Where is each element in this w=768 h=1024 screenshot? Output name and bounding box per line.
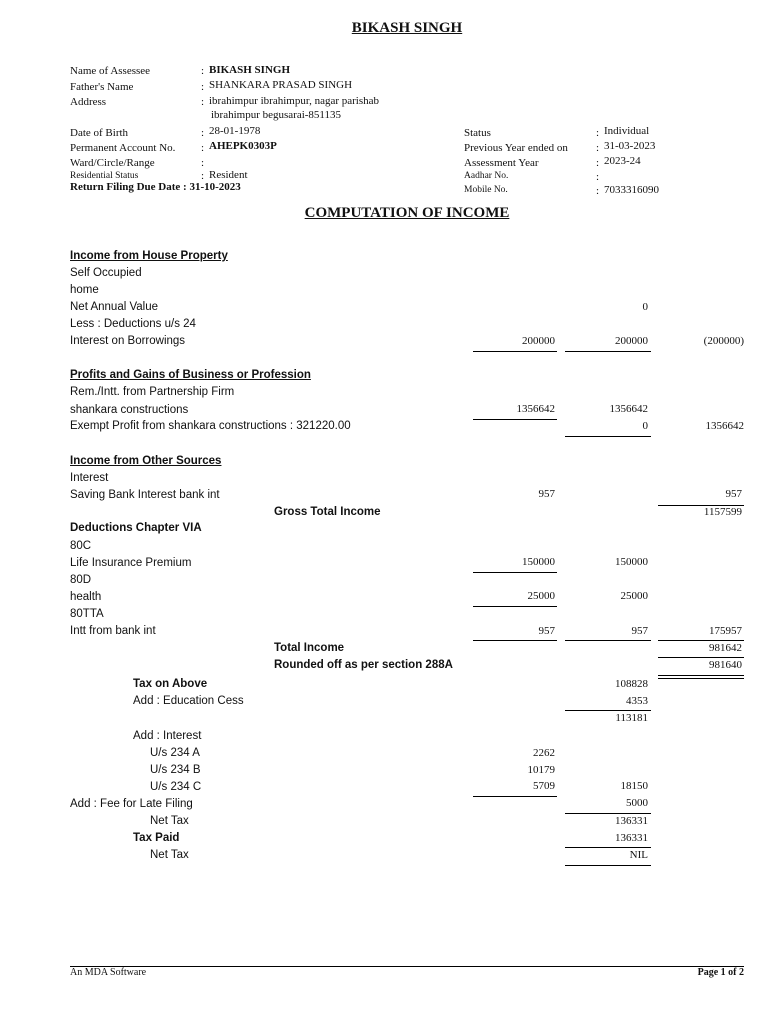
total-income-label: Total Income (274, 642, 345, 654)
other-sources-heading: Income from Other Sources (70, 455, 222, 467)
net-tax-value: 136331 (615, 815, 648, 827)
divider (473, 572, 557, 573)
u234b-value: 10179 (527, 764, 555, 776)
final-net-tax-label: Net Tax (150, 849, 189, 861)
tax-paid-label: Tax Paid (133, 832, 180, 844)
divider (473, 796, 557, 797)
rounded-off-value: 981640 (709, 659, 742, 671)
gross-total-label: Gross Total Income (274, 506, 381, 518)
interest-total: 18150 (620, 780, 648, 792)
assessment-year-value: 2023-24 (604, 155, 641, 167)
residential-status-label: Residential Status (70, 171, 139, 181)
previous-year-label: Previous Year ended on (464, 142, 568, 154)
due-date: Return Filing Due Date : 31-10-2023 (70, 181, 241, 193)
divider (565, 710, 651, 711)
footer-page-number: Page 1 of 2 (697, 967, 744, 978)
add-interest-label: Add : Interest (133, 730, 202, 742)
pan-value: AHEPK0303P (209, 140, 277, 152)
education-cess-label: Add : Education Cess (133, 695, 244, 707)
lic-c2: 150000 (615, 556, 648, 568)
savings-interest-c1: 957 (538, 488, 555, 500)
interest-borrowings-c2: 200000 (615, 335, 648, 347)
bank-interest-c1: 957 (538, 625, 555, 637)
section-80tta: 80TTA (70, 608, 104, 620)
health-c1: 25000 (527, 590, 555, 602)
divider (473, 606, 557, 607)
divider (473, 419, 557, 420)
final-net-tax-value: NIL (629, 849, 648, 861)
divider (473, 351, 557, 352)
other-sources-total: 957 (725, 488, 742, 500)
u234b-label: U/s 234 B (150, 764, 201, 776)
pan-label: Permanent Account No. (70, 142, 176, 154)
divider (473, 640, 557, 641)
exempt-profit-c2: 0 (642, 420, 648, 432)
bank-interest-c2: 957 (631, 625, 648, 637)
mobile-value: 7033316090 (604, 184, 659, 196)
lic-c1: 150000 (522, 556, 555, 568)
tax-paid-value: 136331 (615, 832, 648, 844)
previous-year-value: 31-03-2023 (604, 140, 656, 152)
health-label: health (70, 591, 102, 603)
business-heading: Profits and Gains of Business or Profession (70, 369, 311, 381)
rounded-off-label: Rounded off as per section 288A (274, 659, 453, 671)
status-label: Status (464, 127, 491, 139)
address-line2: ibrahimpur begusarai-851135 (211, 109, 342, 121)
net-tax-label: Net Tax (150, 815, 189, 827)
residential-status-value: Resident (209, 169, 248, 181)
section-80c: 80C (70, 540, 92, 552)
double-divider (658, 675, 744, 679)
savings-interest-label: Saving Bank Interest bank int (70, 489, 220, 501)
house-property-total: (200000) (703, 335, 744, 347)
bank-interest-label: Intt from bank int (70, 625, 156, 637)
divider (565, 640, 651, 641)
assessee-name-label: Name of Assessee (70, 65, 151, 77)
father-name-label: Father's Name (70, 81, 134, 93)
page-title: BIKASH SINGH (351, 20, 463, 36)
divider (565, 813, 651, 814)
business-total: 1356642 (705, 420, 744, 432)
u234c-value: 5709 (533, 780, 555, 792)
address-label: Address (70, 96, 107, 108)
divider (658, 657, 744, 658)
gross-total-value: 1157599 (703, 506, 742, 518)
deductions-total: 175957 (709, 625, 742, 637)
aadhar-label: Aadhar No. (464, 171, 509, 181)
section-80d: 80D (70, 574, 92, 586)
u234a-value: 2262 (533, 747, 555, 759)
ward-label: Ward/Circle/Range (70, 157, 155, 169)
divider (658, 640, 744, 641)
footer-software: An MDA Software (70, 967, 147, 978)
dob-label: Date of Birth (70, 127, 129, 139)
total-income-value: 981642 (709, 642, 742, 654)
divider (565, 351, 651, 352)
deductions-heading: Deductions Chapter VIA (70, 522, 202, 534)
interest-borrowings-c1: 200000 (522, 335, 555, 347)
partnership-label: Rem./Intt. from Partnership Firm (70, 386, 235, 398)
deductions-24-label: Less : Deductions u/s 24 (70, 318, 196, 330)
house-property-heading: Income from House Property (70, 250, 228, 262)
exempt-profit-label: Exempt Profit from shankara constructions : 321220.00 (70, 420, 351, 432)
firm-label: shankara constructions (70, 404, 189, 416)
health-c2: 25000 (620, 590, 648, 602)
tax-on-above-label: Tax on Above (133, 678, 208, 690)
home-label: home (70, 284, 99, 296)
divider (565, 847, 651, 848)
divider (565, 865, 651, 866)
status-value: Individual (604, 125, 650, 137)
education-cess-value: 4353 (626, 695, 648, 707)
dob-value: 28-01-1978 (209, 125, 261, 137)
u234c-label: U/s 234 C (150, 781, 202, 793)
mobile-label: Mobile No. (464, 185, 508, 195)
u234a-label: U/s 234 A (150, 747, 200, 759)
assessee-name-value: BIKASH SINGH (209, 64, 290, 76)
tax-subtotal: 113181 (615, 712, 648, 724)
divider (565, 436, 651, 437)
assessment-year-label: Assessment Year (464, 157, 539, 169)
nav-label: Net Annual Value (70, 301, 159, 313)
computation-title: COMPUTATION OF INCOME (304, 205, 510, 221)
late-fee-value: 5000 (626, 797, 648, 809)
late-fee-label: Add : Fee for Late Filing (70, 798, 193, 810)
lic-label: Life Insurance Premium (70, 557, 192, 569)
address-line1: ibrahimpur ibrahimpur, nagar parishab (209, 95, 380, 107)
nav-value: 0 (642, 301, 648, 313)
interest-borrowings-label: Interest on Borrowings (70, 335, 186, 347)
firm-c2: 1356642 (609, 403, 648, 415)
firm-c1: 1356642 (516, 403, 555, 415)
tax-on-above-value: 108828 (615, 678, 648, 690)
father-name-value: SHANKARA PRASAD SINGH (209, 79, 353, 91)
self-occupied-label: Self Occupied (70, 267, 142, 279)
interest-label: Interest (70, 472, 109, 484)
